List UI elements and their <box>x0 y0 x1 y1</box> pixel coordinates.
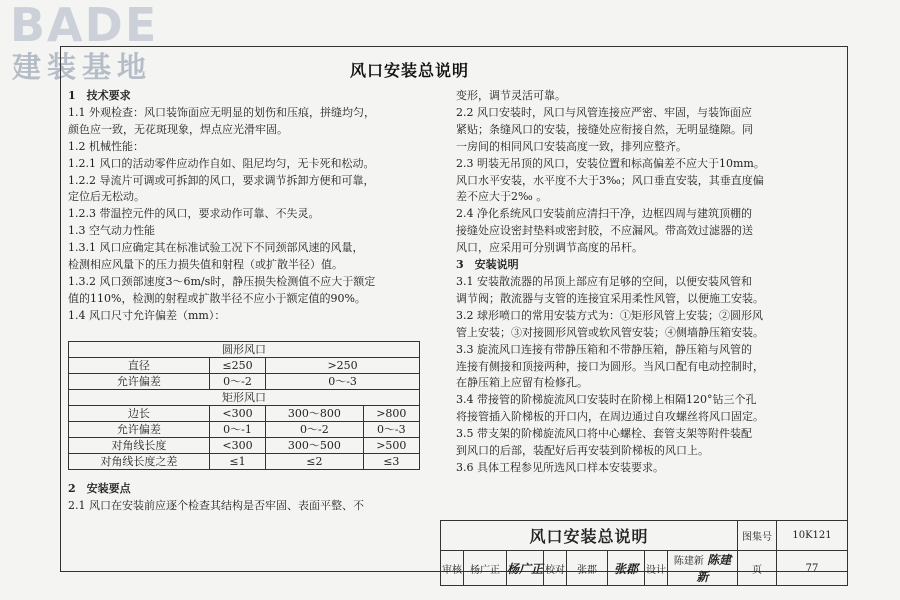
heading-installation-notes: 3 安装说明 <box>456 258 519 272</box>
table-cell: 0～-2 <box>266 422 363 438</box>
table-cell: 300～500 <box>266 438 363 454</box>
text-line: 1.2.2 导流片可调或可拆卸的风口，要求调节拆卸方便和可靠， <box>68 173 375 187</box>
review-label: 审核 <box>441 551 464 586</box>
table-row <box>69 374 420 390</box>
text-line: 检测相应风量下的压力损失值和射程（或扩散半径）值。 <box>68 258 343 272</box>
rect-header: 矩形风口 <box>69 390 420 406</box>
check-label: 校对 <box>544 551 567 586</box>
watermark-logo-chinese: 建装基地 <box>12 50 153 84</box>
table-cell: ≤2 <box>266 454 363 470</box>
right-column <box>456 88 836 477</box>
table-row <box>69 422 420 438</box>
text-line: 3.3 旋流风口连接有带静压箱和不带静压箱，静压箱与风管的 <box>456 342 752 356</box>
text-line: 1.3.1 风口应确定其在标准试验工况下不同颈部风速的风量， <box>68 241 364 255</box>
watermark-logo: BADE <box>10 0 159 52</box>
text-line: 2.1 风口在安装前应逐个检查其结构是否牢固、表面平整、不 <box>68 499 364 512</box>
text-line: 1.3 空气动力性能 <box>68 224 155 238</box>
table-cell: 对角线长度 <box>69 438 210 454</box>
title-block <box>440 520 848 586</box>
tolerance-table <box>68 341 420 470</box>
table-cell: 300～800 <box>266 406 363 422</box>
table-cell: 允许偏差 <box>69 374 210 390</box>
reviewer-signature: 杨广正 <box>507 551 544 586</box>
checker-signature: 张郡 <box>608 551 645 586</box>
table-cell: ≤3 <box>363 454 419 470</box>
page-title: 风口安装总说明 <box>350 61 470 80</box>
text-line: 3.4 带接管的阶梯旋流风口安装时在阶梯上相隔120°钻三个孔 <box>456 393 757 407</box>
table-cell: >500 <box>363 438 419 454</box>
table-cell: 0～-1 <box>209 422 265 438</box>
text-line: 一房间的相同风口安装高度一致，排列应整齐。 <box>456 139 687 153</box>
atlas-label: 图集号 <box>738 521 777 551</box>
table-cell: <300 <box>209 406 265 422</box>
table-cell: 边长 <box>69 406 210 422</box>
text-line: 定位后无松动。 <box>68 190 145 204</box>
table-cell: 对角线长度之差 <box>69 454 210 470</box>
heading-installation-points: 2 安装要点 <box>68 482 131 495</box>
text-line: 2.4 净化系统风口安装前应清扫干净，边框四周与建筑顶棚的 <box>456 207 752 221</box>
table-row <box>69 454 420 470</box>
reviewer-name: 杨广正 <box>464 551 507 586</box>
text-line: 差不应大于2‰ 。 <box>456 190 548 204</box>
designer-name-text: 陈建新 <box>673 556 704 567</box>
table-cell: 允许偏差 <box>69 422 210 438</box>
text-line: 紧贴；条缝风口的安装，接缝处应衔接自然，无明显缝隙。同 <box>456 122 753 136</box>
text-line: 1.2 机械性能： <box>68 139 144 153</box>
table-cell: >800 <box>363 406 419 422</box>
text-line: 3.5 带支架的阶梯旋流风口将中心螺栓、套管支架等附件装配 <box>456 427 752 441</box>
page-label: 页 <box>738 551 777 586</box>
text-line: 2.2 风口安装时，风口与风管连接应严密、牢固，与装饰面应 <box>456 105 752 119</box>
table-cell: 0～-3 <box>363 422 419 438</box>
text-line: 风口水平安装，水平度不大于3‰；风口垂直安装，其垂直度偏 <box>456 173 764 187</box>
text-line: 1.2.3 带温控元件的风口，要求动作可靠、不失灵。 <box>68 207 320 221</box>
table-row <box>69 406 420 422</box>
table-cell: ≤1 <box>209 454 265 470</box>
text-line: 风口，应采用可分别调节高度的吊杆。 <box>456 241 643 255</box>
text-line: 1.3.2 风口颈部速度3～6m/s时，静压损失检测值不应大于额定 <box>68 274 376 288</box>
title-block-name: 风口安装总说明 <box>441 521 738 551</box>
text-line: 调节阀；散流器与支管的连接宜采用柔性风管，以便施工安装。 <box>456 291 764 305</box>
table-row <box>69 358 420 374</box>
table-cell: 0～-3 <box>266 374 420 390</box>
left-column <box>68 88 426 325</box>
designer-name <box>668 551 738 586</box>
text-line: 到风口的后部，装配好后再安装到阶梯板的风口上。 <box>456 444 709 458</box>
design-label: 设计 <box>645 551 668 586</box>
heading-technical-requirements: 1 技术要求 <box>68 89 131 102</box>
checker-name: 张郡 <box>567 551 608 586</box>
text-line: 颜色应一致，无花斑现象，焊点应光滑牢固。 <box>68 122 288 136</box>
table-cell: 直径 <box>69 358 210 374</box>
table-cell: ≤250 <box>209 358 265 374</box>
round-header: 圆形风口 <box>69 342 420 358</box>
text-line: 2.3 明装无吊顶的风口，安装位置和标高偏差不应大于10mm。 <box>456 156 765 170</box>
text-line: 变形，调节灵活可靠。 <box>456 89 566 102</box>
text-line: 在静压箱上应留有检修孔。 <box>456 376 588 390</box>
text-line: 3.1 安装散流器的吊顶上部应有足够的空间，以便安装风管和 <box>456 274 752 288</box>
page-number: 77 <box>777 551 848 586</box>
text-line: 管上安装；③对接圆形风管或软风管安装；④侧墙静压箱安装。 <box>456 325 764 339</box>
table-row <box>69 438 420 454</box>
installation-points <box>68 480 364 514</box>
text-line: 1.2.1 风口的活动零件应动作自如、阻尼均匀，无卡死和松动。 <box>68 156 375 170</box>
atlas-number: 10K121 <box>777 521 848 551</box>
text-line: 3.2 球形喷口的常用安装方式为：①矩形风管上安装；②圆形风 <box>456 308 763 322</box>
text-line: 3.6 具体工程参见所选风口样本安装要求。 <box>456 460 664 474</box>
table-cell: 0～-2 <box>209 374 265 390</box>
text-line: 接缝处应设密封垫料或密封胶，不应漏风。带高效过滤器的送 <box>456 224 753 238</box>
table-cell: <300 <box>209 438 265 454</box>
text-line: 连接有侧接和顶接两种，接口为圆形。当风口配有电动控制时， <box>456 359 764 373</box>
designer-signature: 陈建新 <box>696 553 732 584</box>
table-cell: >250 <box>266 358 420 374</box>
text-line: 1.1 外观检查：风口装饰面应无明显的划伤和压痕，拼缝均匀， <box>68 105 375 119</box>
text-line: 值的110%，检测的射程或扩散半径不应小于额定值的90%。 <box>68 291 366 305</box>
text-line: 1.4 风口尺寸允许偏差（mm）： <box>68 308 226 322</box>
text-line: 将接管插入阶梯板的开口内，在周边通过自攻螺丝将风口固定。 <box>456 410 764 424</box>
